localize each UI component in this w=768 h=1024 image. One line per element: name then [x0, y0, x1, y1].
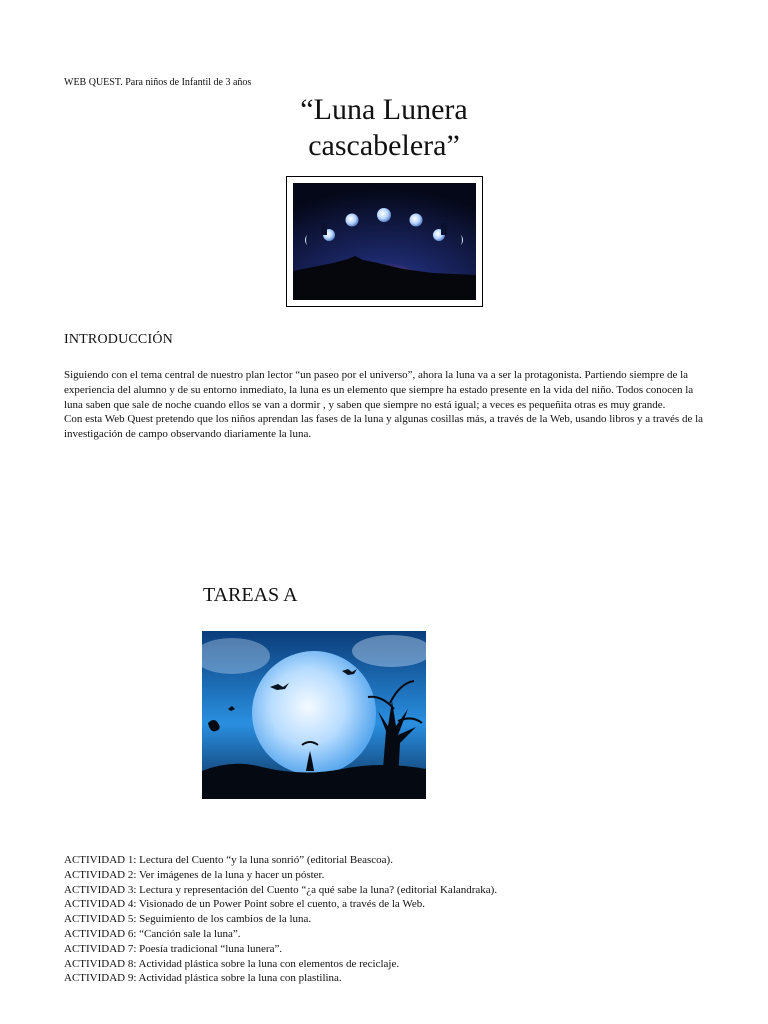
- page-title: [184, 92, 584, 164]
- intro-paragraph-1: Siguiendo con el tema central de nuestro plan lector “un paseo por el universo”, ahora la luna va a ser la protagonista. Partiendo siempre de la experiencia del alumno y de su entorno inmediato, la luna es un elemento que siempre ha estado presente en la vida del niño. Todos conocen la luna saben que sale de noche cuando ellos se van a dormir , y saben que siempre no está igual; a veces es pequeñita otras es muy grande.: [64, 369, 694, 411]
- title-line-1: “Luna Lunera: [300, 93, 468, 126]
- activity-item: ACTIVIDAD 8: Actividad plástica sobre la luna con elementos de reciclaje.: [64, 957, 400, 970]
- activity-item: ACTIVIDAD 4: Visionado de un Power Point sobre el cuento, a través de la Web.: [64, 898, 425, 911]
- activity-item: ACTIVIDAD 6: “Canción sale la luna”.: [64, 927, 241, 940]
- activity-item: ACTIVIDAD 9: Actividad plástica sobre la luna con plastilina.: [64, 972, 342, 985]
- activity-item: ACTIVIDAD 2: Ver imágenes de la luna y hacer un póster.: [64, 868, 325, 881]
- activity-item: ACTIVIDAD 1: Lectura del Cuento “y la luna sonrió” (editorial Beascoa).: [64, 854, 393, 866]
- activity-item: ACTIVIDAD 5: Seguimiento de los cambios de la luna.: [64, 913, 312, 926]
- activity-item: ACTIVIDAD 7: Poesía tradicional “luna lunera”.: [64, 942, 283, 955]
- intro-paragraph-2: Con esta Web Quest pretendo que los niños aprendan las fases de la luna y algunas cosillas más, a través de la Web, usando libros y a través de la investigación de campo observando diariamente la luna.: [64, 413, 704, 441]
- moon-night-scene-image: [202, 631, 426, 799]
- intro-body: [64, 368, 714, 442]
- moon-phases-image-frame: [286, 176, 483, 307]
- intro-heading: INTRODUCCIÓN: [64, 332, 173, 347]
- title-line-2: cascabelera”: [308, 129, 460, 162]
- activity-item: ACTIVIDAD 3: Lectura y representación del Cuento “¿a qué sabe la luna? (editorial Kalandraka).: [64, 883, 498, 896]
- moon-phases-image: [293, 183, 476, 300]
- activities-list: [64, 853, 497, 986]
- header-note: WEB QUEST. Para niños de Infantil de 3 años: [64, 77, 252, 88]
- tareas-heading: TAREAS A: [203, 584, 298, 606]
